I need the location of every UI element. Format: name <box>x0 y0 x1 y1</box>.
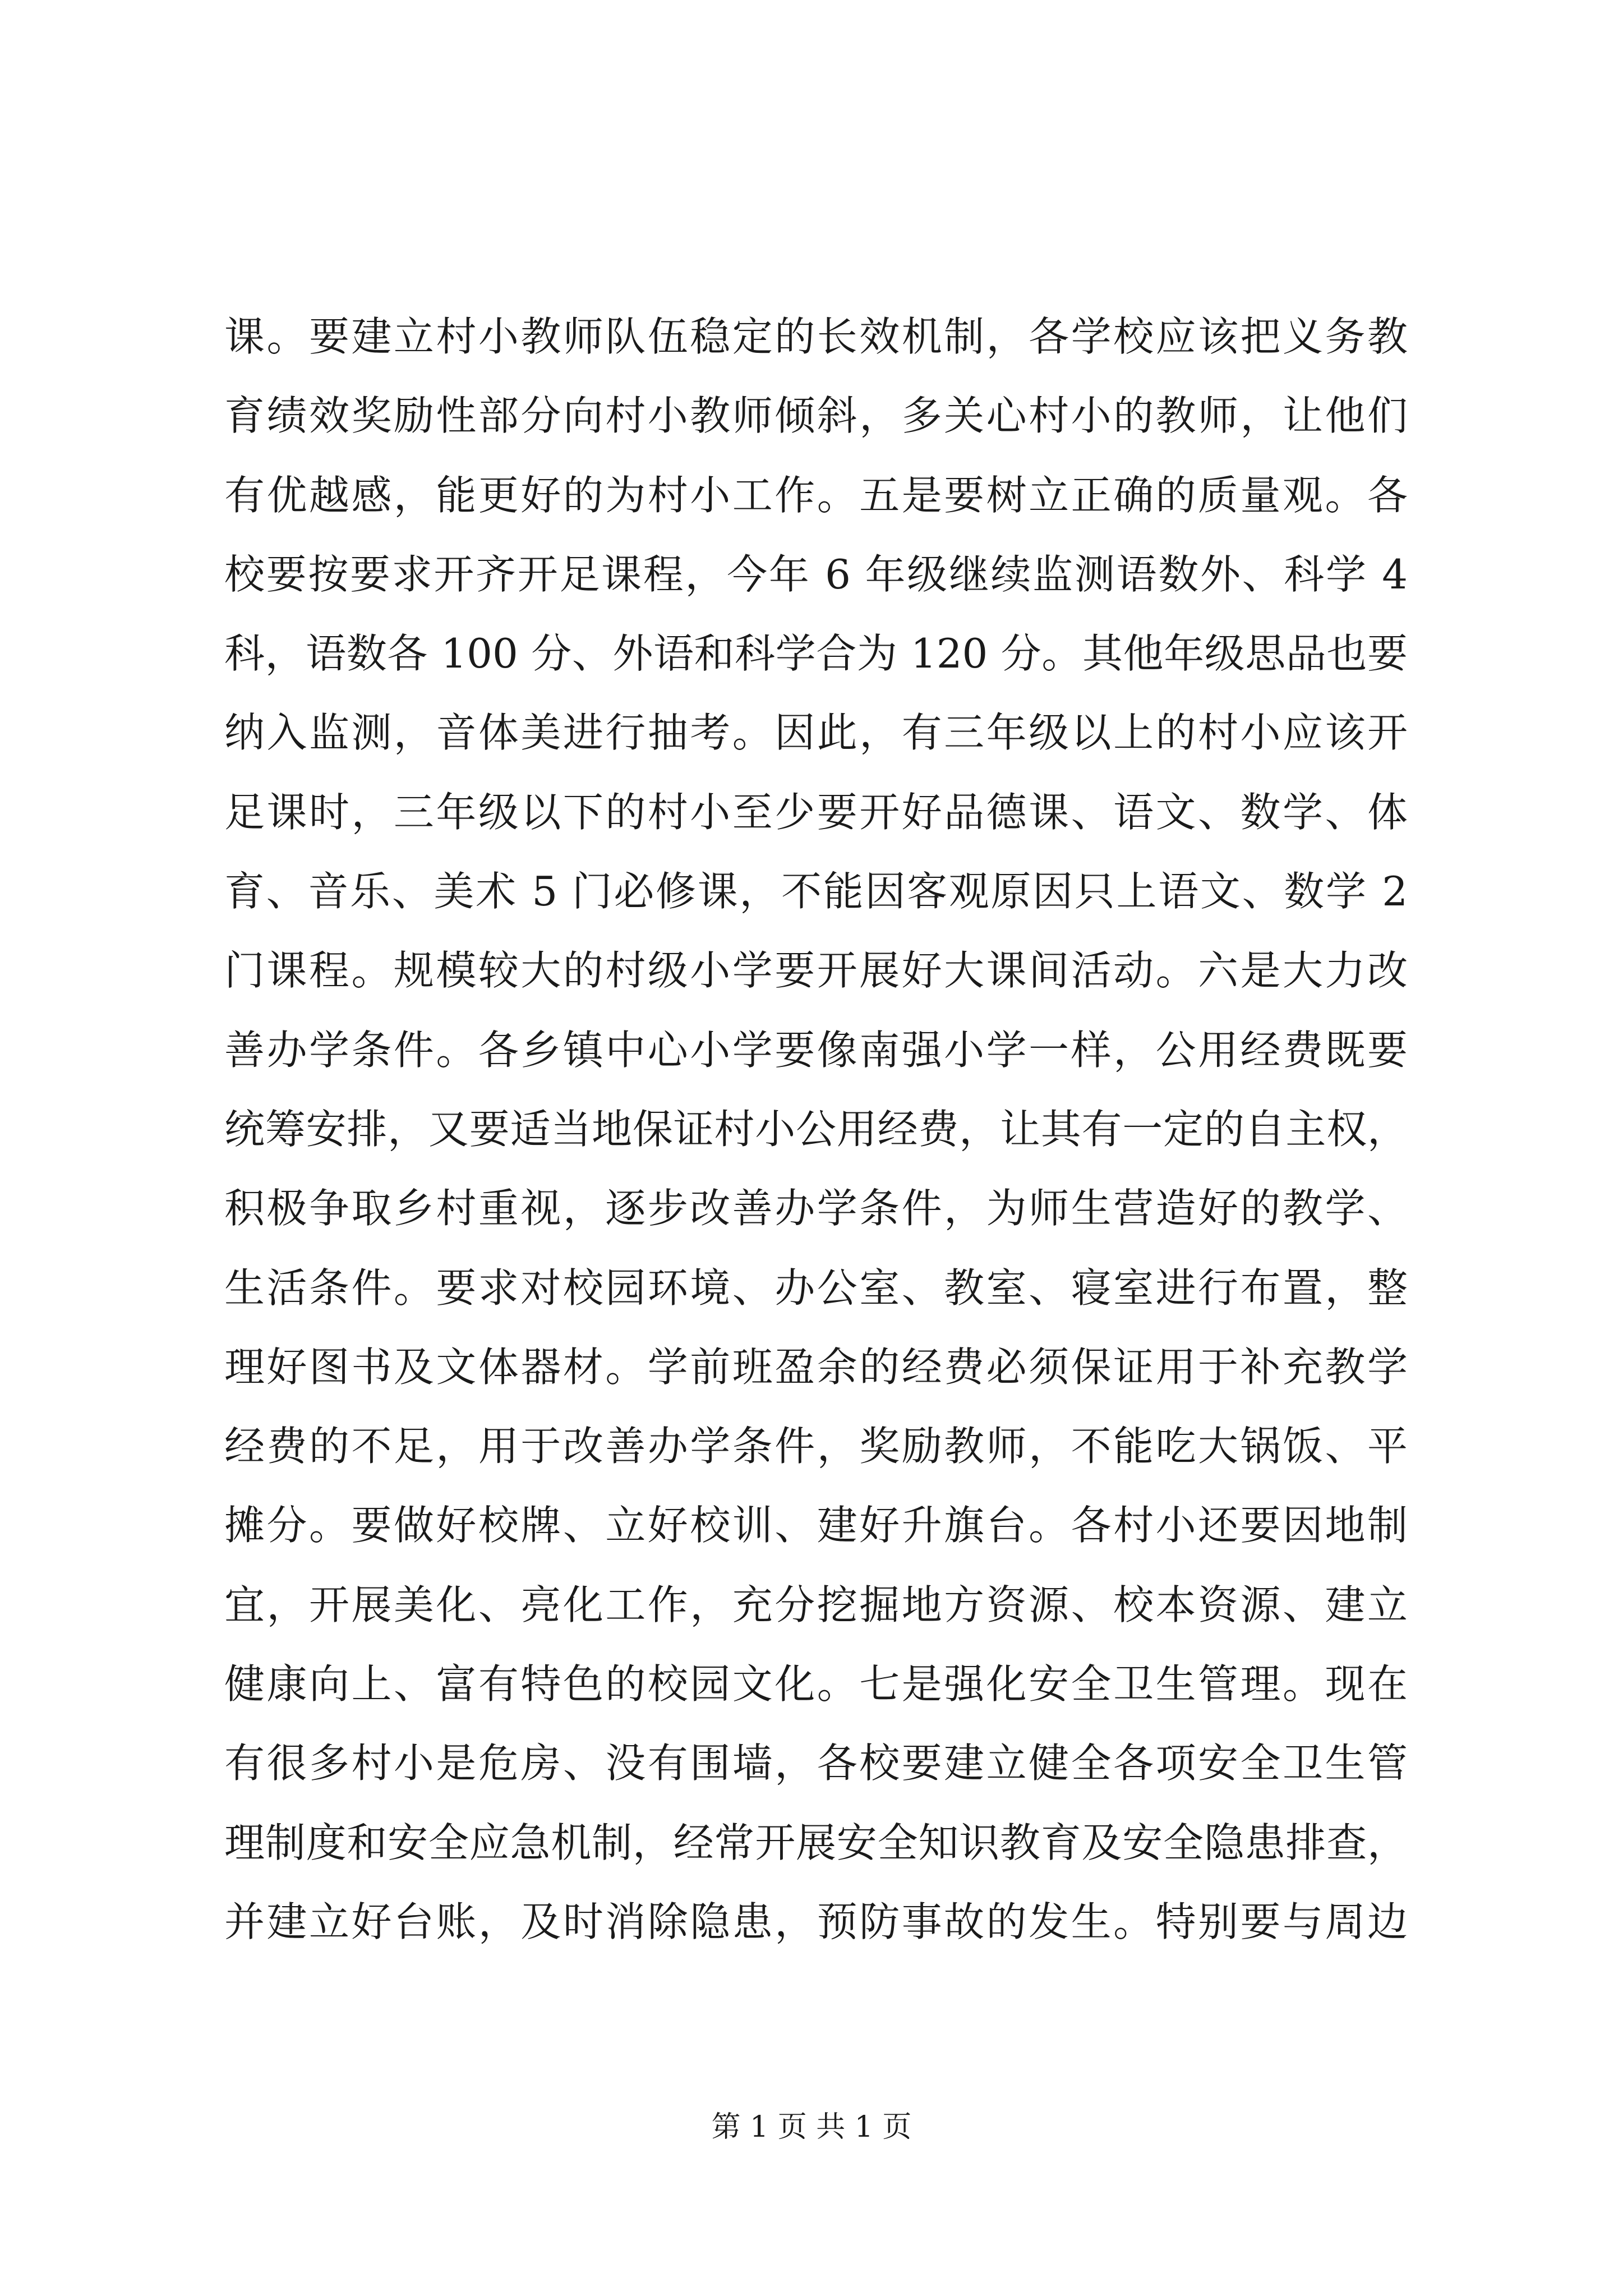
text-line: 摊分。要做好校牌、立好校训、建好升旗台。各村小还要因地制 <box>224 1502 1408 1549</box>
text-line: 校要按要求开齐开足课程，今年 6 年级继续监测语数外、科学 4 <box>224 550 1408 598</box>
text-line: 足课时，三年级以下的村小至少要开好品德课、语文、数学、体 <box>224 788 1408 836</box>
text-line: 健康向上、富有特色的校园文化。七是强化安全卫生管理。现在 <box>224 1660 1408 1708</box>
text-line: 课。要建立村小教师队伍稳定的长效机制，各学校应该把义务教 <box>224 313 1408 360</box>
page-number-label: 第 1 页 共 1 页 <box>711 2110 912 2144</box>
text-line: 宜，开展美化、亮化工作，充分挖掘地方资源、校本资源、建立 <box>224 1581 1408 1628</box>
text-line: 门课程。规模较大的村级小学要开展好大课间活动。六是大力改 <box>224 947 1408 995</box>
text-line: 纳入监测，音体美进行抽考。因此，有三年级以上的村小应该开 <box>224 709 1408 757</box>
page-footer <box>0 2105 1623 2150</box>
text-line: 并建立好台账，及时消除隐患，预防事故的发生。特别要与周边 <box>224 1898 1408 1945</box>
text-line: 理好图书及文体器材。学前班盈余的经费必须保证用于补充教学 <box>224 1343 1408 1391</box>
text-line: 理制度和安全应急机制，经常开展安全知识教育及安全隐患排查， <box>224 1819 1408 1866</box>
text-line: 有优越感，能更好的为村小工作。五是要树立正确的质量观。各 <box>224 471 1408 519</box>
text-line: 生活条件。要求对校园环境、办公室、教室、寝室进行布置，整 <box>224 1264 1408 1312</box>
text-line: 育绩效奖励性部分向村小教师倾斜，多关心村小的教师，让他们 <box>224 392 1408 440</box>
text-line: 善办学条件。各乡镇中心小学要像南强小学一样，公用经费既要 <box>224 1026 1408 1074</box>
text-line: 育、音乐、美术 5 门必修课，不能因客观原因只上语文、数学 2 <box>224 868 1408 915</box>
text-line: 有很多村小是危房、没有围墙，各校要建立健全各项安全卫生管 <box>224 1740 1408 1787</box>
text-line: 科，语数各 100 分、外语和科学合为 120 分。其他年级思品也要 <box>224 630 1408 678</box>
text-line: 统筹安排，又要适当地保证村小公用经费，让其有一定的自主权， <box>224 1105 1408 1153</box>
text-line: 经费的不足，用于改善办学条件，奖励教师，不能吃大锅饭、平 <box>224 1423 1408 1470</box>
body-text <box>224 297 1408 1962</box>
text-line: 积极争取乡村重视，逐步改善办学条件，为师生营造好的教学、 <box>224 1185 1408 1232</box>
